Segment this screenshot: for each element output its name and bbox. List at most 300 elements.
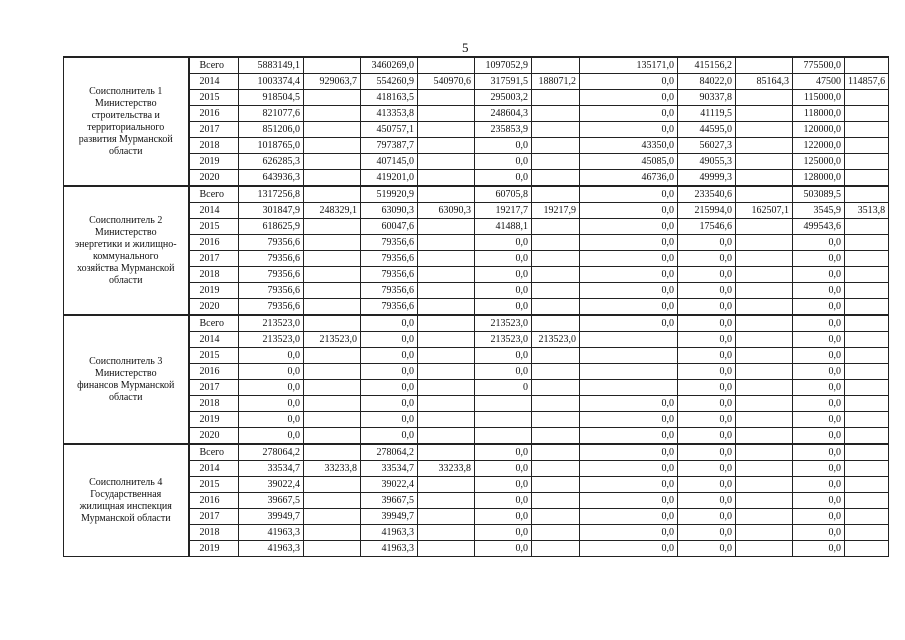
value-cell [532, 315, 580, 332]
budget-table-sheet [63, 56, 889, 557]
value-cell [736, 477, 793, 493]
value-cell: 0,0 [580, 106, 678, 122]
value-cell: 643936,3 [239, 170, 304, 187]
value-cell [418, 396, 475, 412]
value-cell: 929063,7 [304, 74, 361, 90]
value-cell: 0,0 [580, 203, 678, 219]
value-cell [532, 509, 580, 525]
value-cell [532, 396, 580, 412]
value-cell: 41963,3 [361, 525, 418, 541]
value-cell: 0,0 [475, 235, 532, 251]
value-cell: 554260,9 [361, 74, 418, 90]
value-cell [736, 267, 793, 283]
value-cell: 3513,8 [845, 203, 889, 219]
value-cell: 19217,9 [532, 203, 580, 219]
value-cell: 39667,5 [361, 493, 418, 509]
value-cell [532, 186, 580, 203]
value-cell [845, 138, 889, 154]
value-cell [532, 154, 580, 170]
value-cell [736, 138, 793, 154]
value-cell [736, 493, 793, 509]
value-cell: 0,0 [475, 251, 532, 267]
value-cell: 0,0 [793, 235, 845, 251]
value-cell: 39949,7 [361, 509, 418, 525]
value-cell [304, 364, 361, 380]
value-cell: 0,0 [580, 283, 678, 299]
value-cell [736, 332, 793, 348]
value-cell: 0,0 [580, 267, 678, 283]
value-cell: 39022,4 [239, 477, 304, 493]
budget-table [63, 56, 889, 557]
value-cell [736, 57, 793, 74]
value-cell: 90337,8 [678, 90, 736, 106]
value-cell: 0,0 [793, 477, 845, 493]
value-cell [845, 122, 889, 138]
value-cell: 0,0 [475, 444, 532, 461]
year-cell: 2015 [189, 477, 239, 493]
value-cell: 0,0 [239, 380, 304, 396]
value-cell [304, 122, 361, 138]
value-cell [304, 477, 361, 493]
value-cell: 540970,6 [418, 74, 475, 90]
value-cell: 301847,9 [239, 203, 304, 219]
value-cell [304, 299, 361, 316]
executor-line: Министерство [94, 367, 157, 379]
value-cell: 0,0 [793, 461, 845, 477]
value-cell: 0,0 [678, 380, 736, 396]
value-cell [532, 412, 580, 428]
value-cell [418, 364, 475, 380]
value-cell [532, 122, 580, 138]
value-cell: 407145,0 [361, 154, 418, 170]
value-cell [304, 380, 361, 396]
value-cell: 39667,5 [239, 493, 304, 509]
value-cell [418, 138, 475, 154]
value-cell: 0,0 [475, 477, 532, 493]
value-cell: 0,0 [580, 251, 678, 267]
value-cell [845, 428, 889, 445]
year-cell: Всего [189, 315, 239, 332]
value-cell [736, 315, 793, 332]
table-row [64, 186, 889, 203]
value-cell: 0,0 [239, 396, 304, 412]
value-cell [304, 396, 361, 412]
value-cell: 0,0 [239, 428, 304, 445]
value-cell [736, 428, 793, 445]
year-cell: 2016 [189, 364, 239, 380]
year-cell: 2019 [189, 541, 239, 557]
value-cell [475, 396, 532, 412]
value-cell: 0,0 [475, 154, 532, 170]
value-cell: 0,0 [361, 428, 418, 445]
value-cell: 41488,1 [475, 219, 532, 235]
value-cell [736, 251, 793, 267]
value-cell: 0,0 [678, 444, 736, 461]
value-cell [532, 380, 580, 396]
value-cell [304, 525, 361, 541]
value-cell [418, 106, 475, 122]
value-cell [845, 380, 889, 396]
value-cell: 0,0 [793, 541, 845, 557]
value-cell [532, 138, 580, 154]
value-cell: 0,0 [580, 428, 678, 445]
value-cell [304, 170, 361, 187]
value-cell [418, 90, 475, 106]
value-cell [532, 299, 580, 316]
executor-line: Соисполнитель 2 [89, 214, 163, 226]
value-cell [304, 235, 361, 251]
value-cell [580, 348, 678, 364]
value-cell [845, 525, 889, 541]
value-cell [304, 154, 361, 170]
value-cell: 135171,0 [580, 57, 678, 74]
table-row [64, 57, 889, 74]
value-cell: 115000,0 [793, 90, 845, 106]
year-cell: 2019 [189, 154, 239, 170]
value-cell: 0,0 [580, 412, 678, 428]
value-cell: 413353,8 [361, 106, 418, 122]
value-cell [736, 380, 793, 396]
value-cell: 63090,3 [418, 203, 475, 219]
executor-line: хозяйства Мурманской [76, 262, 175, 274]
year-cell: 2015 [189, 219, 239, 235]
year-cell: 2014 [189, 332, 239, 348]
value-cell [304, 138, 361, 154]
value-cell [532, 493, 580, 509]
value-cell [532, 541, 580, 557]
value-cell: 0,0 [793, 364, 845, 380]
executor-line: коммунального [93, 250, 159, 262]
page-number: 5 [462, 40, 469, 55]
executor-line: развития Мурманской [78, 133, 173, 145]
value-cell: 79356,6 [361, 235, 418, 251]
value-cell: 0,0 [475, 364, 532, 380]
value-cell [418, 380, 475, 396]
year-cell: 2014 [189, 203, 239, 219]
value-cell: 41119,5 [678, 106, 736, 122]
value-cell [845, 251, 889, 267]
executor-line: Соисполнитель 4 [89, 476, 163, 488]
value-cell: 0,0 [361, 364, 418, 380]
value-cell [845, 493, 889, 509]
value-cell: 0,0 [793, 332, 845, 348]
value-cell [304, 106, 361, 122]
value-cell: 0,0 [580, 444, 678, 461]
value-cell [736, 541, 793, 557]
value-cell: 626285,3 [239, 154, 304, 170]
value-cell [845, 396, 889, 412]
value-cell [418, 541, 475, 557]
value-cell [845, 509, 889, 525]
value-cell: 118000,0 [793, 106, 845, 122]
value-cell: 0,0 [678, 541, 736, 557]
value-cell: 0,0 [678, 396, 736, 412]
table-row [64, 444, 889, 461]
value-cell: 46736,0 [580, 170, 678, 187]
value-cell [736, 364, 793, 380]
value-cell: 0,0 [793, 509, 845, 525]
value-cell: 0,0 [239, 348, 304, 364]
value-cell: 0,0 [678, 267, 736, 283]
value-cell: 450757,1 [361, 122, 418, 138]
executor-line: области [109, 145, 143, 157]
value-cell: 0,0 [580, 122, 678, 138]
value-cell: 1097052,9 [475, 57, 532, 74]
value-cell [532, 90, 580, 106]
value-cell [736, 283, 793, 299]
value-cell [418, 267, 475, 283]
value-cell: 0,0 [793, 493, 845, 509]
value-cell: 0,0 [475, 267, 532, 283]
executor-line: строительства и [91, 109, 160, 121]
value-cell: 0,0 [793, 251, 845, 267]
year-cell: 2020 [189, 170, 239, 187]
value-cell: 79356,6 [239, 283, 304, 299]
value-cell: 79356,6 [361, 299, 418, 316]
value-cell [845, 219, 889, 235]
value-cell [418, 170, 475, 187]
value-cell: 41963,3 [361, 541, 418, 557]
value-cell [418, 186, 475, 203]
executor-line: Соисполнитель 3 [89, 355, 163, 367]
value-cell: 33233,8 [304, 461, 361, 477]
value-cell [736, 348, 793, 364]
value-cell [736, 396, 793, 412]
value-cell: 0,0 [678, 332, 736, 348]
year-cell: Всего [189, 57, 239, 74]
value-cell [845, 315, 889, 332]
value-cell: 33233,8 [418, 461, 475, 477]
value-cell: 0,0 [580, 74, 678, 90]
value-cell [845, 154, 889, 170]
year-cell: 2018 [189, 525, 239, 541]
value-cell: 0,0 [580, 509, 678, 525]
value-cell: 0,0 [361, 380, 418, 396]
value-cell [418, 477, 475, 493]
value-cell [845, 106, 889, 122]
year-cell: 2020 [189, 428, 239, 445]
year-cell: 2018 [189, 138, 239, 154]
value-cell: 295003,2 [475, 90, 532, 106]
value-cell: 0,0 [793, 525, 845, 541]
year-cell: 2014 [189, 461, 239, 477]
value-cell: 0,0 [678, 283, 736, 299]
executor-line: Мурманской области [80, 512, 171, 524]
value-cell: 33534,7 [361, 461, 418, 477]
value-cell: 821077,6 [239, 106, 304, 122]
year-cell: 2016 [189, 493, 239, 509]
value-cell [532, 283, 580, 299]
value-cell: 125000,0 [793, 154, 845, 170]
value-cell [580, 364, 678, 380]
value-cell [304, 219, 361, 235]
value-cell [845, 235, 889, 251]
value-cell [532, 525, 580, 541]
value-cell: 114857,6 [845, 74, 889, 90]
year-cell: 2017 [189, 380, 239, 396]
value-cell: 317591,5 [475, 74, 532, 90]
value-cell [304, 412, 361, 428]
value-cell [304, 251, 361, 267]
value-cell: 213523,0 [475, 332, 532, 348]
value-cell: 0,0 [361, 315, 418, 332]
value-cell [418, 219, 475, 235]
value-cell [304, 57, 361, 74]
year-cell: 2017 [189, 251, 239, 267]
value-cell: 60047,6 [361, 219, 418, 235]
year-cell: 2017 [189, 509, 239, 525]
value-cell: 248329,1 [304, 203, 361, 219]
value-cell [418, 57, 475, 74]
value-cell: 79356,6 [361, 267, 418, 283]
value-cell: 918504,5 [239, 90, 304, 106]
year-cell: 2019 [189, 283, 239, 299]
value-cell [736, 90, 793, 106]
value-cell [736, 299, 793, 316]
value-cell: 278064,2 [239, 444, 304, 461]
value-cell [532, 461, 580, 477]
value-cell: 0,0 [793, 283, 845, 299]
value-cell: 0,0 [580, 541, 678, 557]
value-cell [418, 525, 475, 541]
value-cell [532, 477, 580, 493]
value-cell: 120000,0 [793, 122, 845, 138]
value-cell [418, 493, 475, 509]
value-cell [580, 380, 678, 396]
value-cell: 0,0 [678, 251, 736, 267]
value-cell: 47500 [793, 74, 845, 90]
value-cell: 85164,3 [736, 74, 793, 90]
value-cell [845, 477, 889, 493]
value-cell: 0,0 [475, 493, 532, 509]
value-cell: 17546,6 [678, 219, 736, 235]
value-cell: 49055,3 [678, 154, 736, 170]
value-cell [532, 444, 580, 461]
value-cell: 3545,9 [793, 203, 845, 219]
value-cell [845, 170, 889, 187]
value-cell [845, 90, 889, 106]
value-cell: 0,0 [678, 364, 736, 380]
value-cell [304, 428, 361, 445]
value-cell: 215994,0 [678, 203, 736, 219]
value-cell: 0,0 [475, 541, 532, 557]
value-cell [532, 170, 580, 187]
value-cell: 0,0 [793, 444, 845, 461]
value-cell [736, 444, 793, 461]
value-cell [418, 444, 475, 461]
value-cell: 851206,0 [239, 122, 304, 138]
year-cell: 2018 [189, 396, 239, 412]
value-cell [304, 348, 361, 364]
value-cell [304, 493, 361, 509]
value-cell [475, 412, 532, 428]
value-cell [845, 412, 889, 428]
value-cell: 0,0 [678, 477, 736, 493]
executor-cell [64, 444, 189, 557]
value-cell: 0,0 [361, 332, 418, 348]
value-cell: 503089,5 [793, 186, 845, 203]
value-cell [532, 428, 580, 445]
value-cell: 0,0 [239, 364, 304, 380]
year-cell: 2016 [189, 106, 239, 122]
value-cell: 0,0 [361, 348, 418, 364]
value-cell: 0,0 [678, 525, 736, 541]
value-cell: 213523,0 [475, 315, 532, 332]
value-cell: 0,0 [475, 525, 532, 541]
value-cell: 0,0 [678, 315, 736, 332]
value-cell: 499543,6 [793, 219, 845, 235]
value-cell: 0,0 [361, 396, 418, 412]
value-cell [736, 509, 793, 525]
value-cell: 3460269,0 [361, 57, 418, 74]
value-cell [736, 106, 793, 122]
value-cell: 213523,0 [239, 332, 304, 348]
value-cell: 0,0 [580, 396, 678, 412]
value-cell [736, 461, 793, 477]
value-cell [418, 332, 475, 348]
value-cell [418, 428, 475, 445]
value-cell: 0,0 [475, 509, 532, 525]
value-cell: 60705,8 [475, 186, 532, 203]
year-cell: 2020 [189, 299, 239, 316]
value-cell [736, 170, 793, 187]
value-cell [304, 267, 361, 283]
value-cell: 797387,7 [361, 138, 418, 154]
value-cell [532, 235, 580, 251]
value-cell [418, 122, 475, 138]
executor-line: области [109, 391, 143, 403]
value-cell: 0,0 [580, 235, 678, 251]
value-cell: 0,0 [361, 412, 418, 428]
executor-line: жилищная инспекция [79, 500, 172, 512]
value-cell: 0,0 [793, 412, 845, 428]
value-cell: 0,0 [475, 299, 532, 316]
value-cell: 39022,4 [361, 477, 418, 493]
value-cell [736, 412, 793, 428]
value-cell: 415156,2 [678, 57, 736, 74]
value-cell [304, 283, 361, 299]
value-cell [736, 122, 793, 138]
year-cell: Всего [189, 444, 239, 461]
value-cell: 43350,0 [580, 138, 678, 154]
value-cell: 0,0 [793, 299, 845, 316]
value-cell: 0,0 [793, 267, 845, 283]
value-cell [304, 444, 361, 461]
value-cell: 0,0 [580, 477, 678, 493]
value-cell: 56027,3 [678, 138, 736, 154]
value-cell [418, 299, 475, 316]
value-cell: 0,0 [678, 428, 736, 445]
value-cell: 1018765,0 [239, 138, 304, 154]
executor-cell [64, 186, 189, 315]
value-cell: 0,0 [678, 461, 736, 477]
value-cell: 0,0 [239, 412, 304, 428]
value-cell: 79356,6 [239, 235, 304, 251]
value-cell: 0,0 [475, 461, 532, 477]
value-cell: 45085,0 [580, 154, 678, 170]
value-cell: 0,0 [580, 219, 678, 235]
value-cell: 0,0 [793, 348, 845, 364]
value-cell [736, 186, 793, 203]
value-cell [580, 332, 678, 348]
value-cell [736, 235, 793, 251]
value-cell [418, 251, 475, 267]
value-cell [304, 315, 361, 332]
value-cell: 162507,1 [736, 203, 793, 219]
value-cell: 84022,0 [678, 74, 736, 90]
value-cell [304, 541, 361, 557]
executor-line: области [109, 274, 143, 286]
